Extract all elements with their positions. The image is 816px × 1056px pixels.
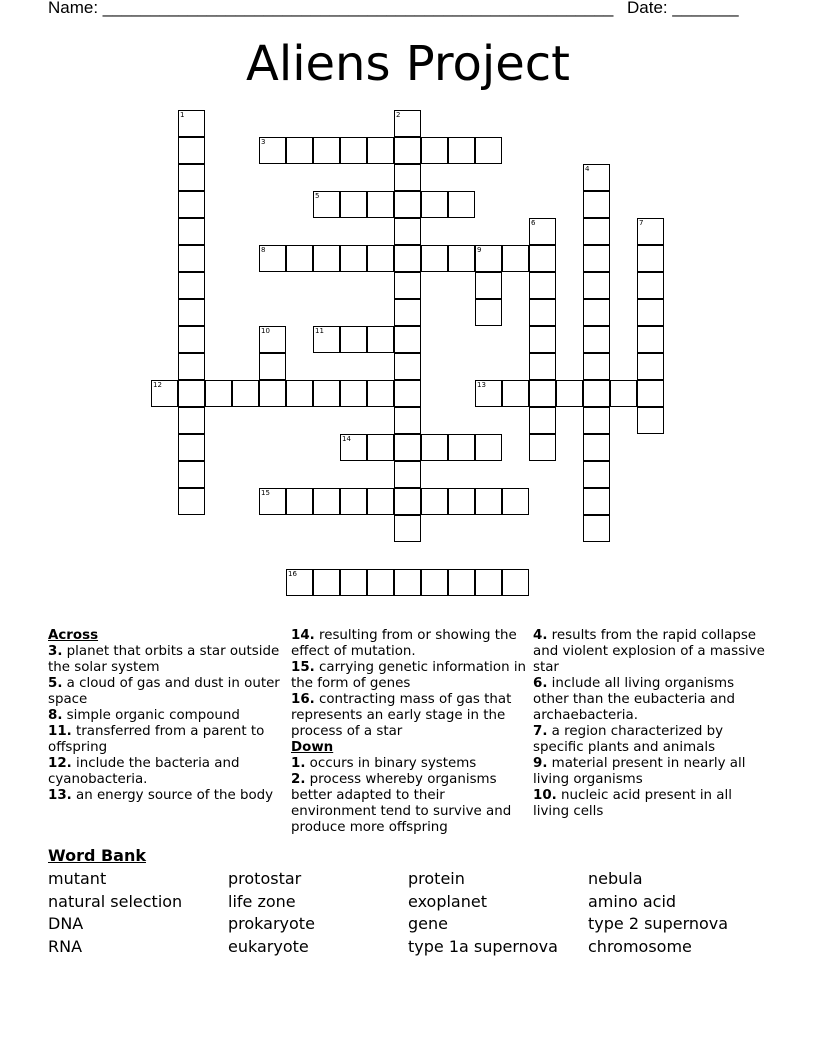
grid-cell[interactable] [313,245,340,272]
grid-cell[interactable] [421,191,448,218]
word-bank-item: nebula [588,869,643,888]
clues-col-1 [48,628,284,804]
grid-cell[interactable] [583,380,610,407]
cell-number: 7 [639,219,644,227]
grid-cell[interactable] [286,245,313,272]
grid-cell[interactable] [448,569,475,596]
grid-cell[interactable] [286,569,313,596]
word-bank-item: exoplanet [408,891,487,911]
cell-number: 14 [342,435,351,443]
grid-cell[interactable] [178,164,205,191]
grid-cell[interactable] [529,353,556,380]
grid-cell[interactable] [421,137,448,164]
grid-cell[interactable] [583,488,610,515]
cell-number: 4 [585,165,590,173]
grid-cell[interactable] [475,434,502,461]
grid-cell[interactable] [394,272,421,299]
grid-cell[interactable] [313,137,340,164]
cell-number: 12 [153,381,162,389]
grid-cell[interactable] [394,326,421,353]
grid-cell[interactable] [637,380,664,407]
word-bank-item: chromosome [588,937,692,957]
cell-number: 13 [477,381,486,389]
cell-number: 9 [477,246,482,254]
grid-cell[interactable] [583,245,610,272]
grid-cell[interactable] [367,137,394,164]
grid-cell[interactable] [313,191,340,218]
grid-cell[interactable] [178,137,205,164]
grid-cell[interactable] [259,488,286,515]
grid-cell[interactable] [394,353,421,380]
grid-cell[interactable] [259,245,286,272]
across-heading: Across [48,628,99,643]
grid-cell[interactable] [340,569,367,596]
grid-cell[interactable] [178,353,205,380]
clue-across-3: 3. planet that orbits a star outside the solar system [48,644,280,675]
word-bank-item: protostar [228,869,302,888]
clue-down-9: 9. material present in nearly all living organisms [533,756,746,787]
clue-across-13: 13. an energy source of the body [48,788,274,803]
grid-cell[interactable] [259,326,286,353]
grid-cell[interactable] [394,110,421,137]
grid-cell[interactable] [178,299,205,326]
grid-cell[interactable] [421,434,448,461]
clues-col-2 [291,628,527,836]
date-field[interactable]: Date: _______ [627,0,739,17]
cell-number: 8 [261,246,266,254]
grid-cell[interactable] [637,272,664,299]
grid-cell[interactable] [394,299,421,326]
cell-number: 11 [315,327,324,335]
grid-cell[interactable] [178,110,205,137]
grid-cell[interactable] [529,218,556,245]
grid-cell[interactable] [502,488,529,515]
grid-cell[interactable] [367,380,394,407]
grid-cell[interactable] [583,299,610,326]
clue-across-14: 14. resulting from or showing the effect of mutation. [291,628,517,659]
cell-number: 3 [261,138,266,146]
grid-cell[interactable] [583,218,610,245]
word-bank-item: prokaryote [228,914,315,934]
grid-cell[interactable] [286,488,313,515]
clue-down-7: 7. a region characterized by specific plants and animals [533,724,724,755]
word-bank-item: life zone [228,891,296,911]
grid-cell[interactable] [394,191,421,218]
grid-cell[interactable] [367,488,394,515]
grid-cell[interactable] [529,326,556,353]
clue-down-10: 10. nucleic acid present in all living cells [533,788,732,819]
grid-cell[interactable] [394,569,421,596]
cell-number: 10 [261,327,270,335]
grid-cell[interactable] [394,434,421,461]
grid-cell[interactable] [556,380,583,407]
grid-cell[interactable] [340,326,367,353]
grid-cell[interactable] [475,488,502,515]
grid-cell[interactable] [286,380,313,407]
grid-cell[interactable] [475,137,502,164]
word-bank-item: DNA [48,914,84,934]
page-title: Aliens Project [246,36,570,92]
grid-cell[interactable] [340,245,367,272]
clues-col-3 [533,628,769,820]
grid-cell[interactable] [637,353,664,380]
grid-cell[interactable] [583,326,610,353]
grid-cell[interactable] [313,326,340,353]
grid-cell[interactable] [394,380,421,407]
word-bank-item: amino acid [588,891,677,911]
clue-across-12: 12. include the bacteria and cyanobacteria. [48,756,240,787]
clue-across-5: 5. a cloud of gas and dust in outer space [48,676,280,707]
grid-cell[interactable] [394,137,421,164]
grid-cell[interactable] [583,272,610,299]
grid-cell[interactable] [583,515,610,542]
down-heading: Down [291,740,334,755]
grid-cell[interactable] [475,245,502,272]
grid-cell[interactable] [340,434,367,461]
clue-across-11: 11. transferred from a parent to offspring [48,724,265,755]
grid-cell[interactable] [313,380,340,407]
clue-across-16: 16. contracting mass of gas that represents an early stage in the process of a star [291,692,512,739]
grid-cell[interactable] [394,515,421,542]
word-bank-item: eukaryote [228,937,309,957]
name-field[interactable]: Name: ______________________________________________________ [48,0,614,17]
clue-down-4: 4. results from the rapid collapse and violent explosion of a massive star [533,628,765,675]
grid-cell[interactable] [232,380,259,407]
grid-cell[interactable] [178,488,205,515]
grid-cell[interactable] [583,191,610,218]
grid-cell[interactable] [367,434,394,461]
word-bank-title: Word Bank [48,846,147,865]
grid-cell[interactable] [178,461,205,488]
grid-cell[interactable] [448,434,475,461]
grid-cell[interactable] [178,272,205,299]
clue-down-6: 6. include all living organisms other than the eubacteria and archaebacteria. [533,676,736,723]
grid-cell[interactable] [340,380,367,407]
grid-cell[interactable] [475,569,502,596]
word-bank-item: mutant [48,869,107,888]
grid-cell[interactable] [259,353,286,380]
grid-cell[interactable] [394,488,421,515]
grid-cell[interactable] [529,299,556,326]
grid-cell[interactable] [448,488,475,515]
grid-cell[interactable] [340,137,367,164]
grid-cell[interactable] [178,326,205,353]
cell-number: 5 [315,192,320,200]
grid-cell[interactable] [529,407,556,434]
grid-cell[interactable] [259,380,286,407]
grid-cell[interactable] [259,137,286,164]
cell-number: 1 [180,111,185,119]
word-bank-item: type 1a supernova [408,937,558,957]
cell-number: 16 [288,570,297,578]
clue-across-15: 15. carrying genetic information in the form of genes [291,660,527,691]
grid-cell[interactable] [340,488,367,515]
grid-cell[interactable] [313,488,340,515]
grid-cell[interactable] [394,461,421,488]
grid-cell[interactable] [583,407,610,434]
cell-number: 2 [396,111,401,119]
grid-cell[interactable] [421,488,448,515]
word-bank-item: gene [408,914,448,934]
grid-cell[interactable] [610,380,637,407]
grid-cell[interactable] [178,380,205,407]
grid-cell[interactable] [637,326,664,353]
grid-cell[interactable] [529,380,556,407]
grid-cell[interactable] [421,569,448,596]
grid-cell[interactable] [475,272,502,299]
grid-cell[interactable] [394,218,421,245]
grid-cell[interactable] [178,245,205,272]
grid-cell[interactable] [394,164,421,191]
grid-cell[interactable] [448,245,475,272]
grid-cell[interactable] [502,569,529,596]
word-bank-item: natural selection [48,891,183,911]
grid-cell[interactable] [583,164,610,191]
grid-cell[interactable] [475,299,502,326]
grid-cell[interactable] [367,569,394,596]
grid-cell[interactable] [583,434,610,461]
clue-down-2: 2. process whereby organisms better adapted to their environment tend to survive and produce more offspring [291,772,512,835]
grid-cell[interactable] [529,272,556,299]
grid-cell[interactable] [421,245,448,272]
grid-cell[interactable] [637,407,664,434]
grid-cell[interactable] [178,407,205,434]
grid-cell[interactable] [313,569,340,596]
grid-cell[interactable] [637,245,664,272]
grid-cell[interactable] [448,191,475,218]
cell-number: 15 [261,489,270,497]
grid-cell[interactable] [637,218,664,245]
cell-number: 6 [531,219,536,227]
clue-across-8: 8. simple organic compound [48,708,240,723]
grid-cell[interactable] [178,191,205,218]
grid-cell[interactable] [502,245,529,272]
grid-cell[interactable] [367,326,394,353]
grid-cell[interactable] [583,353,610,380]
clue-down-1: 1. occurs in binary systems [291,756,477,771]
grid-cell[interactable] [448,137,475,164]
grid-cell[interactable] [205,380,232,407]
grid-cell[interactable] [367,245,394,272]
grid-cell[interactable] [367,191,394,218]
grid-cell[interactable] [529,434,556,461]
grid-cell[interactable] [178,218,205,245]
grid-cell[interactable] [529,245,556,272]
grid-cell[interactable] [151,380,178,407]
word-bank-item: protein [408,869,465,888]
grid-cell[interactable] [637,299,664,326]
word-bank-item: RNA [48,937,83,957]
grid-cell[interactable] [583,461,610,488]
word-bank-item: type 2 supernova [588,914,729,934]
grid-cell[interactable] [394,407,421,434]
grid-cell[interactable] [286,137,313,164]
grid-cell[interactable] [394,245,421,272]
grid-cell[interactable] [340,191,367,218]
grid-cell[interactable] [475,380,502,407]
grid-cell[interactable] [178,434,205,461]
grid-cell[interactable] [502,380,529,407]
